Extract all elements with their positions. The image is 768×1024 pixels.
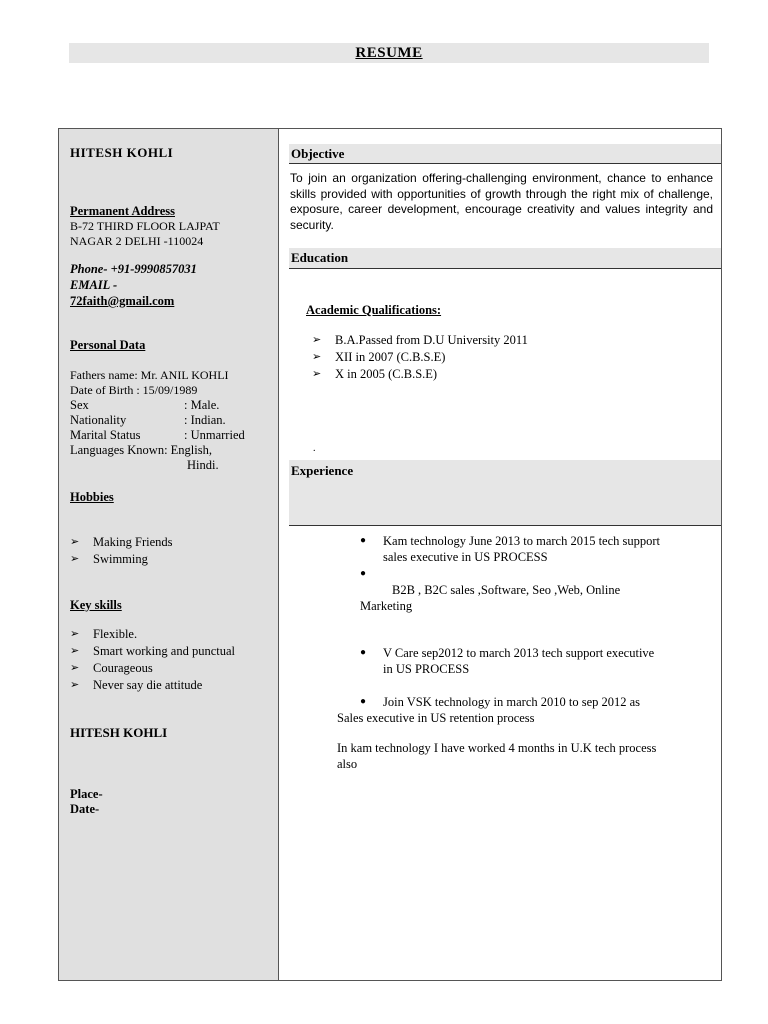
stray-dot: . (313, 443, 316, 454)
address-line-1: B-72 THIRD FLOOR LAJPAT (70, 219, 220, 233)
fathers-name: Fathers name: Mr. ANIL KOHLI (70, 368, 229, 382)
experience-item-5-line-1: In kam technology I have worked 4 months in U.K tech process (337, 741, 657, 755)
date-label: Date- (70, 802, 100, 816)
experience-heading: Experience (289, 460, 721, 526)
hobbies-list (70, 534, 173, 568)
experience-item-4: ● Join VSK technology in march 2010 to sep 2012 as (360, 695, 641, 709)
place-label: Place- (70, 787, 103, 801)
objective-text: To join an organization offering-challenging environment, chance to enhance skills provided with opportunities of growth through the right mix of challenge, exposure, career development, encourage creativity and values integrity and security. (290, 171, 713, 232)
languages-value-2: Hindi. (187, 458, 219, 472)
email-label: EMAIL - (70, 278, 118, 292)
experience-item-2-line-1: B2B , B2C sales ,Software, Seo ,Web, Online (392, 583, 621, 597)
languages-value-1: English, (170, 443, 212, 457)
experience-item-3: ● V Care sep2012 to march 2013 tech support executive in US PROCESS (360, 646, 655, 676)
arrow-icon: ➢ (312, 368, 322, 380)
objective-heading: Objective (289, 144, 721, 164)
phone: Phone- +91-9990857031 (70, 262, 197, 276)
arrow-icon: ➢ (70, 553, 80, 565)
nationality-value: : Indian. (184, 413, 226, 427)
candidate-name: HITESH KOHLI (70, 145, 174, 160)
sex-label: Sex (70, 398, 89, 412)
experience-item-1: ● Kam technology June 2013 to march 2015 tech support sales executive in US PROCESS (360, 534, 661, 564)
skills-list (70, 626, 235, 694)
list-item: ➢ Flexible. (70, 627, 138, 641)
key-skills-heading: Key skills (70, 598, 122, 612)
sex-value: : Male. (184, 398, 220, 412)
arrow-icon: ➢ (70, 628, 80, 640)
bullet-icon: ● (360, 535, 367, 546)
academic-list (312, 332, 528, 383)
education-heading: Education (289, 248, 721, 269)
list-item: ➢ Making Friends (70, 535, 173, 549)
list-item: ➢ Courageous (70, 661, 153, 675)
experience-item-2-line-2: Marketing (360, 599, 413, 613)
bullet-icon: ● (360, 568, 367, 579)
left-column (59, 129, 279, 980)
marital-row (70, 428, 245, 443)
list-item: ➢ B.A.Passed from D.U University 2011 (312, 333, 528, 347)
email-link[interactable]: 72faith@gmail.com (70, 294, 175, 308)
date-of-birth: Date of Birth : 15/09/1989 (70, 383, 198, 397)
list-item: ➢ Smart working and punctual (70, 644, 235, 658)
list-item: ➢ Never say die attitude (70, 678, 203, 692)
arrow-icon: ➢ (70, 536, 80, 548)
list-item: ➢ XII in 2007 (C.B.S.E) (312, 350, 446, 364)
arrow-icon: ➢ (70, 679, 80, 691)
experience-item-4-line-2: Sales executive in US retention process (337, 711, 535, 725)
marital-value: : Unmarried (184, 428, 245, 442)
arrow-icon: ➢ (70, 662, 80, 674)
bullet-icon: ● (360, 647, 367, 658)
languages-row (70, 443, 212, 458)
hobbies-heading: Hobbies (70, 490, 114, 504)
list-item: ➢ Swimming (70, 552, 148, 566)
arrow-icon: ➢ (312, 351, 322, 363)
sex-row (70, 398, 219, 413)
nationality-label: Nationality (70, 413, 127, 427)
marital-label: Marital Status (70, 428, 141, 442)
signature-name: HITESH KOHLI (70, 725, 168, 740)
nationality-row (70, 413, 226, 428)
list-item: ➢ X in 2005 (C.B.S.E) (312, 367, 438, 381)
arrow-icon: ➢ (312, 334, 322, 346)
resume-frame (58, 128, 722, 981)
experience-item-5-line-2: also (337, 757, 358, 771)
personal-data-heading: Personal Data (70, 338, 146, 352)
arrow-icon: ➢ (70, 645, 80, 657)
address-line-2: NAGAR 2 DELHI -110024 (70, 234, 204, 248)
languages-label: Languages Known: (70, 443, 168, 457)
title-bar (69, 43, 709, 63)
bullet-icon: ● (360, 696, 367, 707)
address-heading: Permanent Address (70, 204, 175, 218)
resume-title: RESUME (355, 45, 423, 61)
academic-heading: Academic Qualifications: (306, 303, 442, 317)
